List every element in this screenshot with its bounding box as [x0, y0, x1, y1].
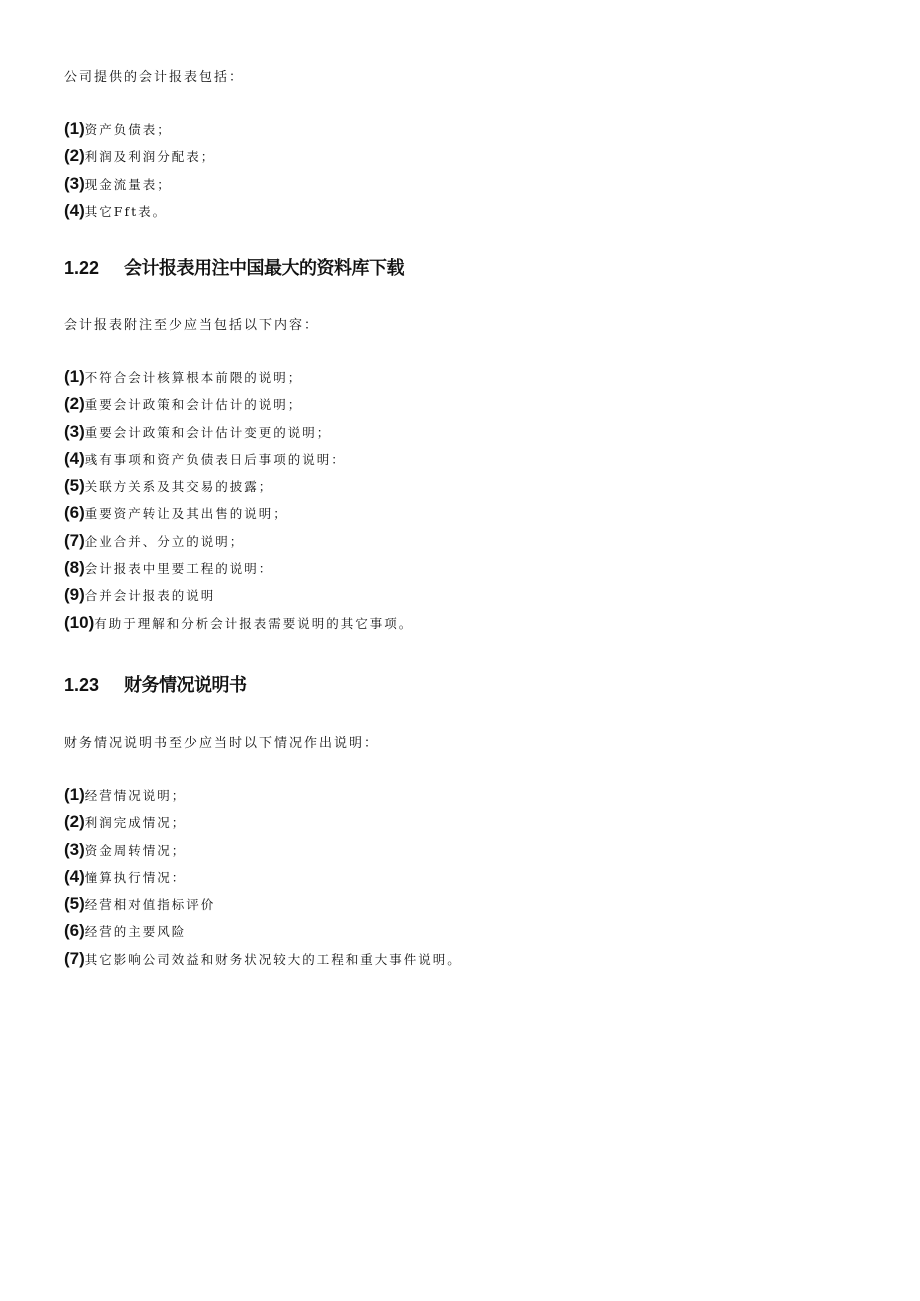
section-heading-1-23: [64, 673, 247, 697]
list-item: (6)经营的主要风险: [64, 921, 187, 941]
list-item: (3)资金周转情况；: [64, 839, 187, 859]
section-1-22-intro: 会计报表附注至少应当包括以下内容：: [64, 318, 320, 333]
list-item: (7)其它影响公司效益和财务状况较大的工程和重大事件说明。: [64, 948, 462, 968]
statement-list: [64, 781, 462, 972]
reports-list: [64, 115, 215, 224]
list-item: (1)不符合会计核算根本前隈的说明；: [64, 367, 303, 386]
section-number: 1.23: [64, 675, 100, 695]
list-item: (3)现金流量表；: [64, 173, 172, 193]
section-1-23-intro: 财务情况说明书至少应当时以下情况作出说明：: [64, 736, 380, 751]
list-item: (2)利润完成情况；: [64, 812, 187, 832]
list-item: (3)重要会计政策和会计估计变更的说明；: [64, 421, 332, 441]
list-item: (8)会计报表中里要工程的说明：: [64, 558, 274, 578]
list-item: (5)经营相对值指标评价: [64, 894, 216, 914]
list-item: (1)资产负债表；: [64, 119, 172, 138]
list-item: (2)重要会计政策和会计估计的说明；: [64, 394, 303, 414]
list-item: (6)重要资产转让及其出售的说明；: [64, 503, 288, 523]
section-title: 财务情况说明书: [124, 675, 247, 695]
reports-intro: 公司提供的会计报表包括：: [64, 70, 245, 85]
notes-list: [64, 363, 413, 636]
list-item: (2)利润及利润分配表；: [64, 146, 216, 166]
list-item: (4)憧算执行情况：: [64, 866, 187, 886]
section-number: 1.22: [64, 258, 100, 278]
section-heading-1-22: [64, 256, 404, 280]
list-item: (7)企业合并、分立的说明；: [64, 530, 245, 550]
list-item: (1)经营情况说明；: [64, 785, 187, 804]
section-title: 会计报表用注中国最大的资料库下载: [124, 258, 404, 278]
list-item: (5)关联方关系及其交易的披露；: [64, 476, 274, 496]
list-item: (4)彧有事项和资产负债表日后事项的说明：: [64, 448, 346, 468]
list-item: (4)其它Fft表。: [64, 200, 168, 220]
list-item: (10)有助于理解和分析会计报表需要说明的其它事项。: [64, 612, 414, 632]
list-item: (9)合并会计报表的说明: [64, 585, 216, 605]
